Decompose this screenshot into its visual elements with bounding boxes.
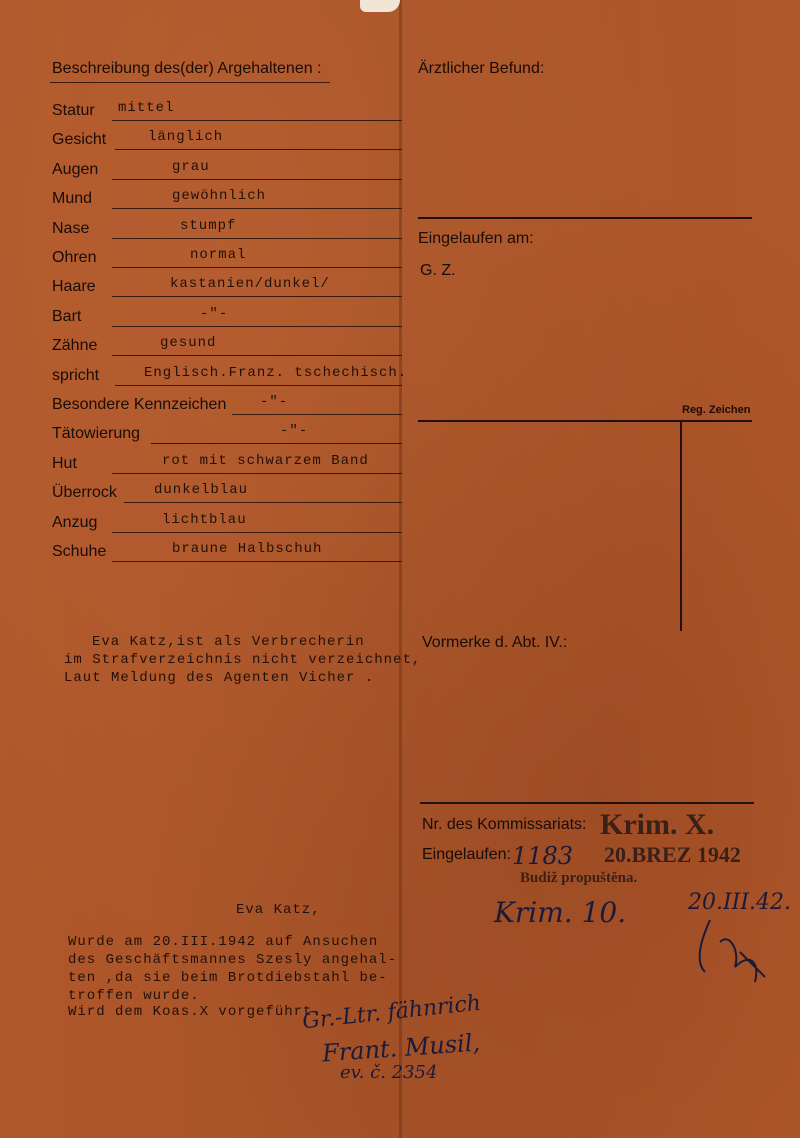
vormerke-label: Vormerke d. Abt. IV.: — [422, 634, 568, 651]
field-label: Ohren — [52, 249, 97, 266]
handwritten-date: 20.III.42. — [688, 890, 792, 915]
field-value: Englisch.Franz. tschechisch. — [144, 365, 408, 381]
divider-line — [418, 217, 752, 219]
field-value: dunkelblau — [154, 482, 249, 498]
field-underline — [112, 296, 402, 297]
typed-note-line: im Strafverzeichnis nicht verzeichnet, — [64, 652, 422, 668]
field-value: -"- — [200, 306, 229, 322]
field-underline — [112, 561, 402, 562]
typed-report-line: Wird dem Koas.X vorgeführt. — [68, 1004, 322, 1020]
field-underline — [112, 238, 402, 239]
vertical-divider — [680, 421, 682, 631]
field-value: länglich — [148, 129, 224, 145]
field-underline — [112, 355, 402, 356]
typed-report-line: ten ,da sie beim Brotdiebstahl be- — [68, 970, 388, 986]
field-label: Besondere Kennzeichen — [52, 396, 227, 413]
date-stamp: 20.BREZ 1942 — [604, 842, 741, 867]
field-label: Haare — [52, 278, 96, 295]
field-value: lichtblau — [162, 512, 247, 528]
handwritten-number: 1183 — [512, 842, 574, 870]
aerztlicher-befund-label: Ärztlicher Befund: — [418, 60, 545, 77]
typed-note-line: Laut Meldung des Agenten Vicher . — [64, 670, 375, 686]
krim-stamp: Krim. X. — [600, 808, 715, 841]
field-label: Bart — [52, 308, 82, 325]
handwritten-number-id: ev. č. 2354 — [340, 1062, 438, 1083]
signature-scribble — [690, 912, 780, 992]
field-value: kastanien/dunkel/ — [170, 276, 330, 292]
typed-name: Eva Katz, — [236, 902, 321, 918]
field-underline — [151, 443, 402, 444]
heading-underline — [50, 82, 330, 83]
field-label: Anzug — [52, 514, 98, 531]
field-label: Schuhe — [52, 543, 107, 560]
field-underline — [112, 532, 402, 533]
field-label: Augen — [52, 161, 99, 178]
field-value: rot mit schwarzem Band — [162, 453, 369, 469]
field-underline — [112, 120, 402, 121]
field-underline — [112, 473, 402, 474]
field-value: gewöhnlich — [172, 188, 267, 204]
field-label: Mund — [52, 190, 93, 207]
field-label: Statur — [52, 102, 95, 119]
field-underline — [124, 502, 402, 503]
field-value: -"- — [280, 423, 309, 439]
handwritten-signature: Krim. 10. — [494, 896, 627, 929]
field-underline — [112, 326, 402, 327]
reg-zeichen-label: Reg. Zeichen — [682, 404, 751, 416]
divider-line — [420, 802, 754, 804]
field-underline — [112, 179, 402, 180]
field-value: gesund — [160, 335, 217, 351]
field-underline — [115, 149, 402, 150]
field-label: Zähne — [52, 337, 98, 354]
field-label: spricht — [52, 367, 100, 384]
field-value: normal — [190, 247, 247, 263]
field-value: braune Halbschuh — [172, 541, 323, 557]
eingelaufen-label: Eingelaufen: — [422, 846, 511, 863]
gz-label: G. Z. — [420, 262, 456, 279]
field-underline — [112, 267, 402, 268]
typed-note-line: Eva Katz,ist als Verbrecherin — [92, 634, 365, 650]
typed-report-line: Wurde am 20.III.1942 auf Ansuchen — [68, 934, 379, 950]
typed-report-line: des Geschäftsmannes Szesly angehal- — [68, 952, 398, 968]
field-value: mittel — [118, 100, 175, 116]
field-underline — [112, 208, 402, 209]
eingelaufen-am-label: Eingelaufen am: — [418, 230, 534, 247]
field-label: Überrock — [52, 484, 117, 501]
field-label: Hut — [52, 455, 77, 472]
release-stamp: Budiž propuštěna. — [520, 870, 638, 886]
field-label: Nase — [52, 220, 90, 237]
field-label: Gesicht — [52, 131, 107, 148]
field-value: stumpf — [180, 218, 237, 234]
kommissariat-label: Nr. des Kommissariats: — [422, 816, 587, 833]
paper-tear — [360, 0, 400, 12]
field-value: grau — [172, 159, 210, 175]
handwritten-rank: Gr.-Ltr. fähnrich — [301, 990, 483, 1035]
paper-fold — [399, 0, 402, 1138]
field-underline — [232, 414, 402, 415]
field-value: -"- — [260, 394, 289, 410]
field-underline — [115, 385, 402, 386]
divider-line — [418, 420, 752, 422]
typed-report-line: troffen wurde. — [68, 988, 200, 1004]
handwritten-name: Frant. Musil, — [321, 1028, 481, 1068]
field-label: Tätowierung — [52, 425, 141, 442]
form-heading: Beschreibung des(der) Argehaltenen : — [52, 60, 322, 77]
